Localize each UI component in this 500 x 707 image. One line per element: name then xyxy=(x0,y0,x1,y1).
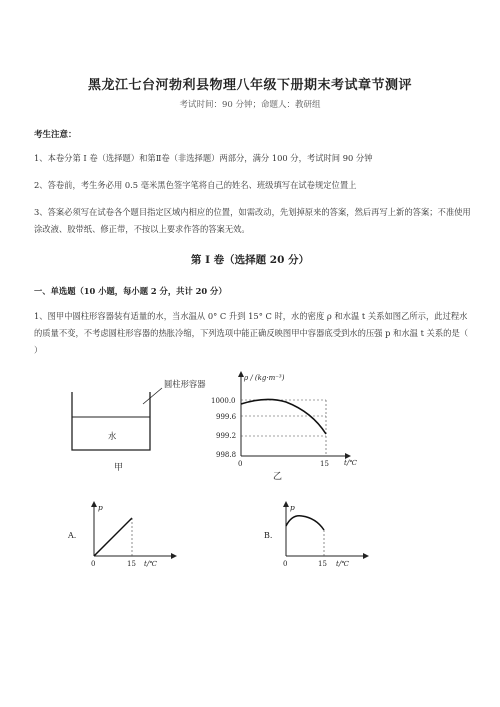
option-a-curve xyxy=(94,518,132,556)
question-type-heading: 一、单选题（10 小题，每小题 2 分，共计 20 分） xyxy=(34,286,227,296)
option-a-graph[interactable] xyxy=(64,500,194,572)
exam-info: 考试时间：90 分钟；命题人：教研组 xyxy=(179,100,321,110)
notice-item-1: 1、本卷分第 I 卷（选择题）和第Ⅱ卷（非选择题）两部分，满分 100 分，考试时间 90 分钟 xyxy=(34,153,373,163)
option-b-x-tick: 0 xyxy=(283,560,288,568)
option-b-x-tick: 15 xyxy=(318,560,327,568)
option-a-y-label: p xyxy=(98,503,103,512)
option-b-letter: B. xyxy=(264,531,273,540)
leader-line xyxy=(143,388,162,404)
caption-yi: 乙 xyxy=(273,472,283,482)
figure-jia xyxy=(60,378,220,473)
density-curve xyxy=(241,399,326,434)
option-b-curve xyxy=(286,516,324,530)
x-axis-label: t/℃ xyxy=(344,459,358,467)
option-a-x-tick: 15 xyxy=(127,560,136,568)
option-a-x-label: t/℃ xyxy=(144,560,158,568)
x-tick-label: 15 xyxy=(320,460,329,468)
option-b-y-label: p xyxy=(290,503,295,512)
y-tick-label: 998.8 xyxy=(216,451,237,459)
question-1-text: 1、图甲中圆柱形容器装有适量的水，当水温从 0° C 升到 15° C 时，水的密度 ρ 和水温 t 关系如图乙所示，此过程水的质量不变，不考虑圆柱形容器的热胀冷缩，下列选项中能正确反映图甲中容器底受到水的压强 p 和水温 t 关系的是（ ） xyxy=(34,311,469,355)
notice-item-3: 3、答案必须写在试卷各个题目指定区域内相应的位置，如需改动，先划掉原来的答案，然后再写上新的答案；不准使用涂改液、胶带纸、修正带，不按以上要求作答的答案无效。 xyxy=(34,207,471,234)
y-axis-label: ρ / (kg·m⁻³) xyxy=(244,374,285,382)
container-outline xyxy=(72,392,150,450)
option-a-x-tick: 0 xyxy=(91,560,96,568)
section-title: 第 I 卷（选择题 20 分） xyxy=(190,254,310,266)
y-tick-label: 999.6 xyxy=(216,413,237,421)
option-b-x-label: t/℃ xyxy=(336,560,350,568)
option-a-letter: A. xyxy=(68,531,77,540)
notice-heading: 考生注意： xyxy=(34,130,77,140)
container-label: 圆柱形容器 xyxy=(164,379,206,389)
y-tick-label: 999.2 xyxy=(216,432,237,440)
option-b-graph[interactable] xyxy=(262,500,392,572)
figure-yi xyxy=(208,370,368,482)
notice-item-2: 2、答卷前，考生务必用 0.5 毫米黑色签字笔将自己的姓名、班级填写在试卷规定位置上 xyxy=(34,180,357,190)
caption-jia: 甲 xyxy=(114,463,124,473)
x-tick-label: 0 xyxy=(238,460,243,468)
page-title: 黑龙江七台河勃利县物理八年级下册期末考试章节测评 xyxy=(87,78,412,93)
water-label: 水 xyxy=(108,431,117,441)
y-tick-label: 1000.0 xyxy=(211,397,236,405)
